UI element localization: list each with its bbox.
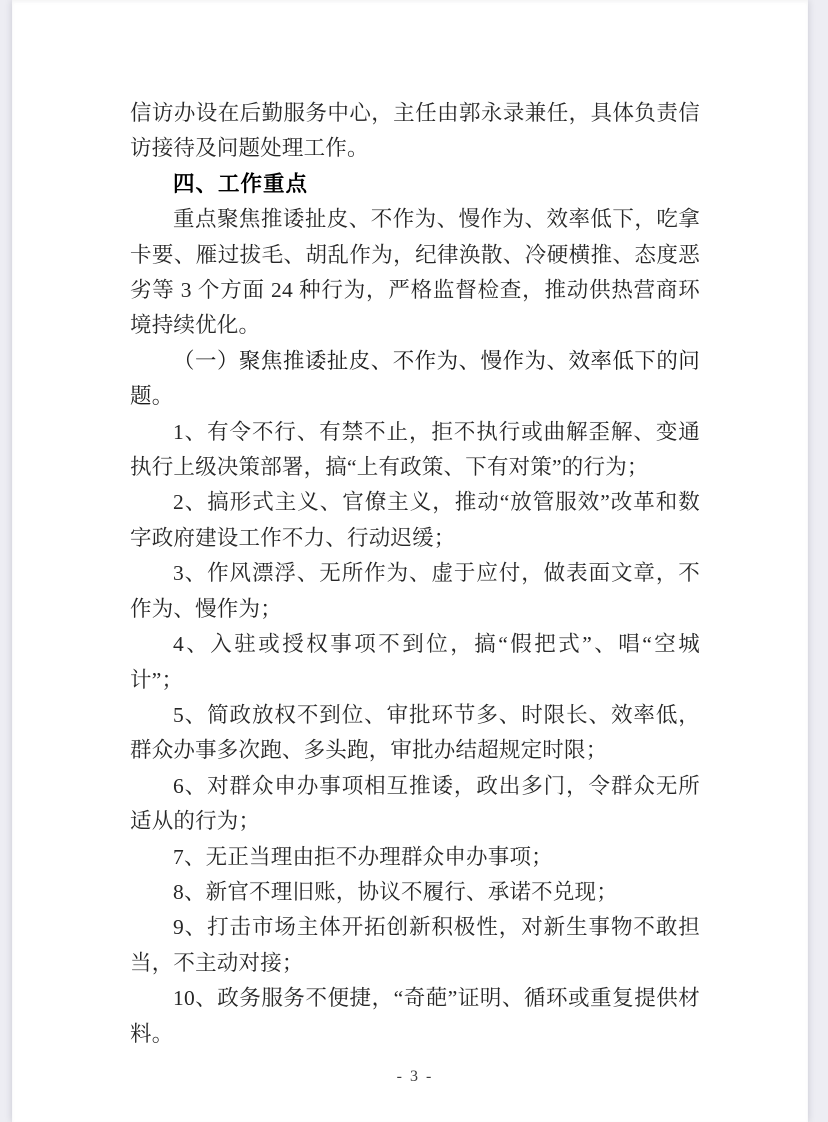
list-item-8: 8、新官不理旧账，协议不履行、承诺不兑现； bbox=[173, 879, 618, 904]
paragraph-continuation: 信访办设在后勤服务中心，主任由郭永录兼任，具体负责信访接待及问题处理工作。 bbox=[130, 101, 700, 161]
document-page bbox=[12, 0, 808, 1122]
section-intro-paragraph: 重点聚焦推诿扯皮、不作为、慢作为、效率低下，吃拿卡要、雁过拔毛、胡乱作为，纪律涣散、冷硬横推、态度恶劣等 3 个方面 24 种行为，严格监督检查，推动供热营商环境持续优化。 bbox=[130, 207, 700, 338]
subsection-heading: （一）聚焦推诿扯皮、不作为、慢作为、效率低下的问题。 bbox=[130, 348, 700, 409]
list-item-2: 2、搞形式主义、官僚主义，推动“放管服效”改革和数字政府建设工作不力、行动迟缓； bbox=[130, 490, 700, 550]
list-item-7: 7、无正当理由拒不办理群众申办事项； bbox=[173, 844, 553, 869]
list-item-6: 6、对群众申办事项相互推诿，政出多门，令群众无所适从的行为； bbox=[130, 773, 700, 834]
section-heading: 四、工作重点 bbox=[173, 171, 309, 196]
list-item-5: 5、简政放权不到位、审批环节多、时限长、效率低，群众办事多次跑、多头跑，审批办结超规定时限； bbox=[130, 702, 700, 763]
page-number: - 3 - bbox=[396, 1067, 434, 1085]
list-item-10: 10、政务服务不便捷，“奇葩”证明、循环或重复提供材料。 bbox=[130, 986, 700, 1046]
list-item-3: 3、作风漂浮、无所作为、虚于应付，做表面文章，不作为、慢作为； bbox=[130, 561, 700, 621]
list-item-4: 4、入驻或授权事项不到位，搞“假把式”、唱“空城计”； bbox=[130, 632, 700, 692]
list-item-1: 1、有令不行、有禁不止，拒不执行或曲解歪解、变通执行上级决策部署，搞“上有政策、下有对策”的行为； bbox=[130, 419, 700, 480]
list-item-9: 9、打击市场主体开拓创新积极性，对新生事物不敢担当，不主动对接； bbox=[130, 915, 700, 975]
document-content bbox=[12, 0, 808, 1088]
